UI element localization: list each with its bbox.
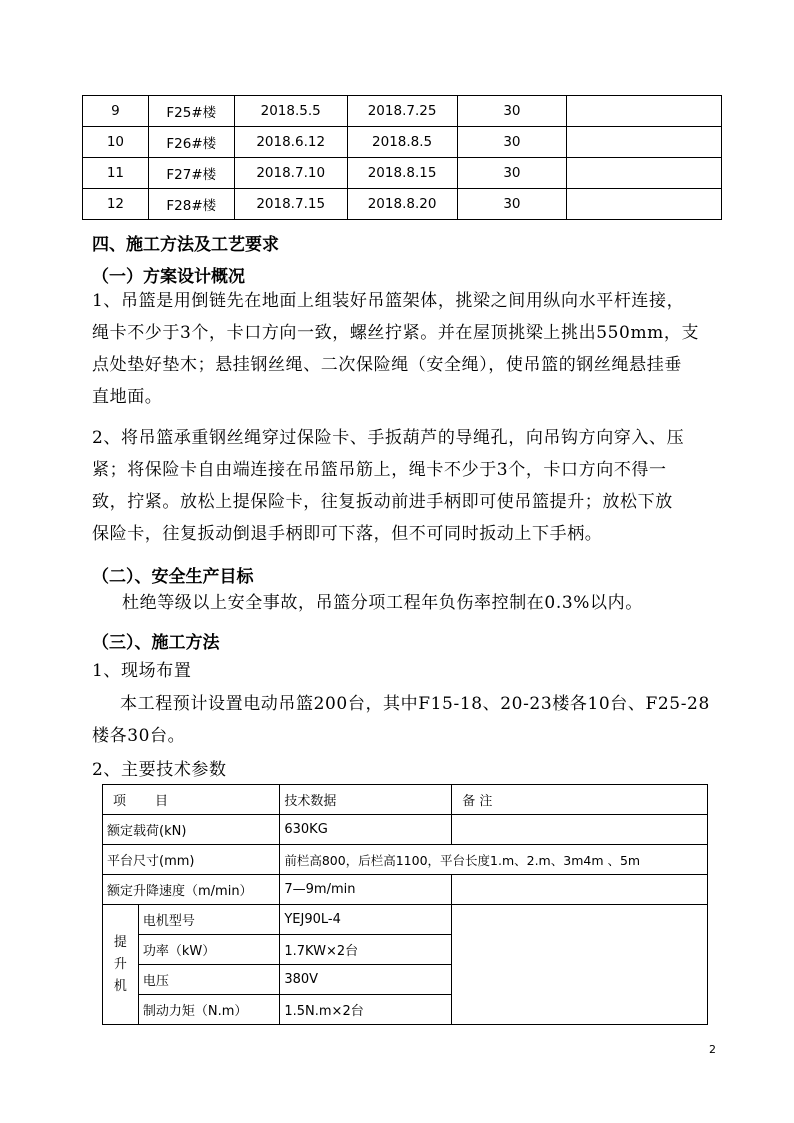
cell-building: F27#楼 (148, 158, 234, 189)
param-label: 功率（kW） (138, 935, 280, 965)
param-label: 额定载荷(kN) (103, 815, 280, 845)
tech-params-table (102, 784, 708, 1025)
table-row (83, 127, 722, 158)
paragraph-line: 点处垫好垫木；悬挂钢丝绳、二次保险绳（安全绳），使吊篮的钢丝绳悬挂垂 (92, 355, 682, 375)
table-row (83, 96, 722, 127)
header-remark: 备 注 (452, 785, 708, 815)
param-label: 平台尺寸(mm) (103, 845, 280, 875)
cell-start: 2018.7.15 (234, 189, 347, 220)
table-row (83, 158, 722, 189)
param-label: 制动力矩（N.m） (138, 995, 280, 1025)
param-remark (452, 875, 708, 905)
cell-end: 2018.7.25 (347, 96, 457, 127)
paragraph-line: 本工程预计设置电动吊篮200台，其中F15-18、20-23楼各10台、F25-28 (120, 694, 710, 714)
paragraph-line: 紧；将保险卡自由端连接在吊篮吊筋上，绳卡不少于3个，卡口方向不得一 (92, 460, 667, 480)
param-value: 1.5N.m×2台 (280, 995, 452, 1025)
subsection-2-title: （二）、安全生产目标 (92, 567, 254, 587)
cell-start: 2018.5.5 (234, 96, 347, 127)
param-label: 电机型号 (138, 905, 280, 935)
hoist-group-label (103, 905, 139, 1025)
site-layout-text (92, 688, 710, 752)
table-row (103, 905, 708, 935)
cell-no: 9 (83, 96, 149, 127)
schedule-table (82, 95, 722, 220)
paragraph-line: 保险卡，往复扳动倒退手柄即可下落，但不可同时扳动上下手柄。 (92, 524, 603, 544)
header-item: 项 目 (103, 785, 280, 815)
tech-params-title: 2、主要技术参数 (92, 760, 227, 780)
cell-start: 2018.7.10 (234, 158, 347, 189)
cell-note (567, 158, 722, 189)
subsection-1-title: （一）方案设计概况 (92, 267, 245, 287)
hoist-char: 升 (113, 956, 127, 972)
safety-goal-text: 杜绝等级以上安全事故，吊篮分项工程年负伤率控制在0.3%以内。 (122, 593, 643, 613)
paragraph-line: 直地面。 (92, 387, 163, 407)
cell-building: F28#楼 (148, 189, 234, 220)
param-remark (452, 905, 708, 1025)
page-number: 2 (709, 1043, 716, 1056)
cell-no: 11 (83, 158, 149, 189)
cell-end: 2018.8.5 (347, 127, 457, 158)
param-value: 1.7KW×2台 (280, 935, 452, 965)
cell-no: 12 (83, 189, 149, 220)
paragraph-line: 楼各30台。 (92, 726, 186, 746)
cell-count: 30 (457, 189, 567, 220)
cell-end: 2018.8.15 (347, 158, 457, 189)
param-remark (452, 815, 708, 845)
hoist-char: 机 (113, 978, 127, 994)
paragraph-line: 1、吊篮是用倒链先在地面上组装好吊篮架体，挑梁之间用纵向水平杆连接， (92, 291, 685, 311)
cell-note (567, 189, 722, 220)
site-layout-title: 1、现场布置 (92, 661, 192, 681)
param-label: 电压 (138, 965, 280, 995)
param-value: YEJ90L-4 (280, 905, 452, 935)
paragraph-line: 绳卡不少于3个，卡口方向一致，螺丝拧紧。并在屋顶挑梁上挑出550mm，支 (92, 323, 700, 343)
cell-count: 30 (457, 158, 567, 189)
header-data: 技术数据 (280, 785, 452, 815)
cell-count: 30 (457, 96, 567, 127)
table-row (83, 189, 722, 220)
paragraph-line: 致，拧紧。放松上提保险卡，往复扳动前进手柄即可使吊篮提升；放松下放 (92, 492, 673, 512)
table-row (103, 845, 708, 875)
table-row (103, 875, 708, 905)
cell-count: 30 (457, 127, 567, 158)
cell-start: 2018.6.12 (234, 127, 347, 158)
paragraph-1 (92, 285, 699, 413)
cell-building: F26#楼 (148, 127, 234, 158)
table-row (103, 815, 708, 845)
cell-note (567, 96, 722, 127)
table-row (103, 785, 708, 815)
param-value: 前栏高800，后栏高1100，平台长度1.m、2.m、3m4m 、5m (280, 845, 708, 875)
param-value: 630KG (280, 815, 452, 845)
subsection-3-title: （三）、施工方法 (92, 633, 220, 653)
cell-building: F25#楼 (148, 96, 234, 127)
cell-end: 2018.8.20 (347, 189, 457, 220)
cell-no: 10 (83, 127, 149, 158)
paragraph-2 (92, 422, 684, 550)
param-value: 7—9m/min (280, 875, 452, 905)
section-4-title: 四、施工方法及工艺要求 (92, 235, 279, 255)
hoist-char: 提 (113, 934, 127, 950)
cell-note (567, 127, 722, 158)
paragraph-line: 2、将吊篮承重钢丝绳穿过保险卡、手扳葫芦的导绳孔，向吊钩方向穿入、压 (92, 428, 685, 448)
param-value: 380V (280, 965, 452, 995)
param-label: 额定升降速度（m/min） (103, 875, 280, 905)
